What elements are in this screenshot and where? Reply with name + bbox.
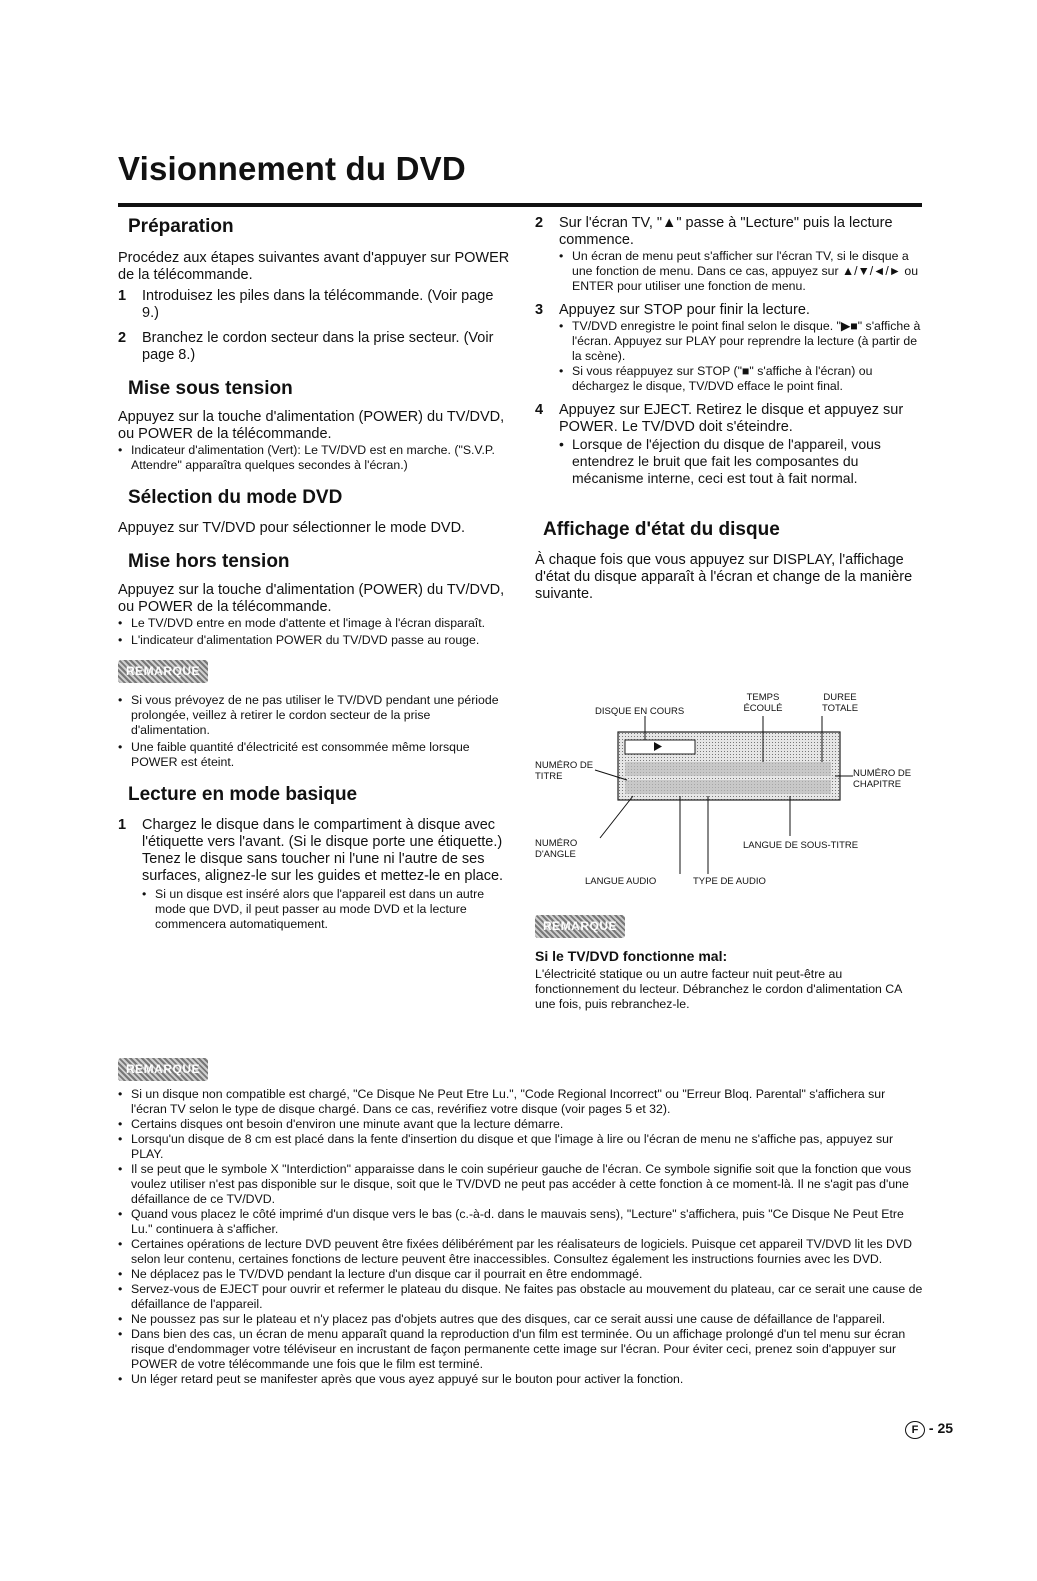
label-elapsed-time: TEMPS ÉCOULÉ <box>743 692 783 714</box>
step-bullet: • Lorsque de l'éjection du disque de l'appareil, vous entendrez le bruit que fait les composantes du mécanisme interne, ceci est tout à fait normal. <box>559 436 881 486</box>
disc-status-diagram <box>535 688 925 898</box>
power-on-bullet: • Indicateur d'alimentation (Vert): Le TV/DVD est en marche. ("S.V.P. Attendre" apparaîtra quelques secondes à l'écran.) <box>118 443 495 472</box>
label-angle-number: NUMÉRO D'ANGLE <box>535 838 578 860</box>
section-title-preparation: Préparation <box>128 216 234 237</box>
page-title: Visionnement du DVD <box>118 150 466 187</box>
malfunction-title: Si le TV/DVD fonctionne mal: <box>535 948 728 964</box>
note-item: • Un léger retard peut se manifester après que vous ayez appuyé sur le bouton pour activer la fonction. <box>118 1372 684 1386</box>
step-bullet: • TV/DVD enregistre le point final selon le disque. "▶■" s'affiche à l'écran. Appuyez sur PLAY pour reprendre la lecture (à partir de la scène). <box>559 319 921 363</box>
section-title-power-on: Mise sous tension <box>128 378 293 399</box>
power-off-text: Appuyez sur la touche d'alimentation (POWER) du TV/DVD, ou POWER de la télécommande. <box>118 582 505 615</box>
note-item: • Ne poussez pas sur le plateau et n'y placez pas d'objets autres que des disques, car ce serait aussi une cause de défaillance de l'appareil. <box>118 1312 886 1326</box>
prep-step: 1 Introduisez les piles dans la télécommande. (Voir page 9.) <box>118 288 494 321</box>
label-subtitle-language: LANGUE DE SOUS-TITRE <box>743 840 859 851</box>
malfunction-text: L'électricité statique ou un autre facteur nuit peut-être au fonctionnement du lecteur. Débranchez le cordon d'alimentation CA une fois, puis rebranchez-le. <box>535 967 902 1011</box>
playback-step: 4 Appuyez sur EJECT. Retirez le disque et appuyez sur POWER. Le TV/DVD doit s'éteindre. • Lorsque de l'éjection du disque de l'appareil, vous entendrez le bruit que fait les composantes du mécanisme interne, ceci est tout à fait normal. <box>535 402 925 487</box>
note-item: • Certaines opérations de lecture DVD peuvent être fixées délibérément par les réalisateurs de logiciels. Puisque cet appareil TV/DVD lit les DVD selon leur contenu, certaines fonctions de lecture peuvent être inaccessibles. Consultez également les instructions fournies avec les DVD. <box>118 1237 913 1266</box>
playback-step: 3 Appuyez sur STOP pour finir la lecture. • TV/DVD enregistre le point final selon le disque. "▶■" s'affiche à l'écran. Appuyez sur PLAY pour reprendre la lecture (à partir de la scène). • Si vous réappuyez sur STOP ("■" s'affiche à l'écran) ou déchargez le disque, TV/DVD efface le point final. <box>535 302 925 394</box>
malfunction-remark <box>535 915 925 1012</box>
prep-step: 2 Branchez le cordon secteur dans la prise secteur. (Voir page 8.) <box>118 330 494 363</box>
note-item: • Si un disque non compatible est chargé, "Ce Disque Ne Peut Etre Lu.", "Code Regional Incorrect" ou "Erreur Bloq. Parental" s'affichera sur l'écran TV selon le type de disque chargé. Dans ce cas, revérifiez votre disque (voir pages 5 et 32). <box>118 1087 886 1116</box>
basic-step-bullet: • Si un disque est inséré alors que l'appareil est dans un autre mode que DVD, il peut passer au mode DVD et la lecture commencera automatiquement. <box>142 887 485 931</box>
disc-status-text: À chaque fois que vous appuyez sur DISPLAY, l'affichage d'état du disque apparaît à l'écran et change de la manière suivante. <box>535 552 913 602</box>
label-audio-language: LANGUE AUDIO <box>585 876 657 887</box>
note-item: • Ne déplacez pas le TV/DVD pendant la lecture d'un disque car il pourrait en être endommagé. <box>118 1267 643 1281</box>
prep-intro: Procédez aux étapes suivantes avant d'appuyer sur POWER de la télécommande. <box>118 250 510 283</box>
label-total-time: DUREE TOTALE <box>821 692 859 714</box>
remark-bullet: • Une faible quantité d'électricité est consommée même lorsque POWER est éteint. <box>118 740 470 769</box>
bottom-notes <box>118 1058 924 1387</box>
section-title-power-off: Mise hors tension <box>128 551 290 572</box>
remark-badge: REMARQUE <box>118 660 208 683</box>
note-item: • Dans bien des cas, un écran de menu apparaît quand la reproduction d'un film est terminée. Ou un affichage prolongé d'un tel menu sur écran risque d'endommager votre téléviseur en incrustant de façon permanente cette image sur l'écran. Pour éviter ceci, prenez soin d'appuyer sur POWER de votre télécommande une fois que le film est terminé. <box>118 1327 906 1371</box>
section-title-basic-playback: Lecture en mode basique <box>128 784 358 805</box>
dvd-mode-text: Appuyez sur TV/DVD pour sélectionner le mode DVD. <box>118 520 466 536</box>
section-title-dvd-mode: Sélection du mode DVD <box>128 487 343 508</box>
power-off-bullet: • L'indicateur d'alimentation POWER du TV/DVD passe au rouge. <box>118 633 480 647</box>
note-item: • Quand vous placez le côté imprimé d'un disque vers le bas (c.-à-d. dans le mauvais sens), "Lecture" s'affichera, puis "Ce Disque Ne Peut Etre Lu." continuera à s'afficher. <box>118 1207 904 1236</box>
label-current-disc: DISQUE EN COURS <box>595 706 685 717</box>
step-bullet: • Si vous réappuyez sur STOP ("■" s'affiche à l'écran) ou déchargez le disque, TV/DVD efface le point final. <box>559 364 873 393</box>
left-column <box>118 218 510 932</box>
section-title-disc-status: Affichage d'état du disque <box>543 519 780 540</box>
notes-list <box>118 1087 924 1387</box>
playback-step: 2 Sur l'écran TV, "▲" passe à "Lecture" puis la lecture commence. • Un écran de menu peut s'afficher sur l'écran TV, si le disque a une fonction de menu. Dans ce cas, appuyez sur ▲/▼/◄/► ou ENTER pour utiliser une fonction de menu. <box>535 215 925 294</box>
remark-bullet: • Si vous prévoyez de ne pas utiliser le TV/DVD pendant une période prolongée, veillez à retirer le cordon secteur de la prise d'alimentation. <box>118 693 499 737</box>
note-item: • Lorsqu'un disque de 8 cm est placé dans la fente d'insertion du disque et que l'image à lire ou l'écran de menu ne s'affiche pas, appuyez sur PLAY. <box>118 1132 894 1161</box>
label-audio-type: TYPE DE AUDIO <box>693 876 766 887</box>
right-column <box>535 215 925 603</box>
label-chapter-number: NUMÉRO DE CHAPITRE <box>853 768 912 790</box>
status-display-screen <box>535 688 925 898</box>
basic-step: 1 Chargez le disque dans le compartiment à disque avec l'étiquette vers l'avant. (Si le disque porte une étiquette.) Tenez le disque sans toucher ni l'une ni l'autre de ses surfaces, alignez-le sur les guides et mettez-le en place. • Si un disque est inséré alors que l'appareil est dans un autre mode que DVD, il peut passer au mode DVD et la lecture commencera automatiquement. <box>118 817 510 932</box>
title-rule <box>118 203 922 207</box>
page-number: F - 25 <box>905 1420 953 1439</box>
power-off-bullet: • Le TV/DVD entre en mode d'attente et l'image à l'écran disparaît. <box>118 616 486 630</box>
note-item: • Servez-vous de EJECT pour ouvrir et refermer le plateau du disque. Ne faites pas obstacle au mouvement du plateau, car ce serait une cause de défaillance de l'appareil. <box>118 1282 923 1311</box>
prep-steps <box>118 288 510 364</box>
note-item: • Certains disques ont besoin d'environ une minute avant que la lecture démarre. <box>118 1117 564 1131</box>
language-badge: F <box>905 1421 925 1439</box>
remark-badge: REMARQUE <box>535 915 625 938</box>
power-on-text: Appuyez sur la touche d'alimentation (POWER) du TV/DVD, ou POWER de la télécommande. <box>118 409 505 442</box>
note-item: • Il se peut que le symbole X "Interdiction" apparaisse dans le coin supérieur gauche de l'écran. Ce symbole signifie soit que la fonction que vous voulez utiliser n'est pas disponible sur le disque, soit que le TV/DVD ne peut pas accéder à cette fonction à ce moment-là. Il ne s'agit pas d'une défaillance de ce TV/DVD. <box>118 1162 912 1206</box>
label-title-number: NUMÉRO DE TITRE <box>535 760 594 782</box>
remark-badge: REMARQUE <box>118 1058 208 1081</box>
step-bullet: • Un écran de menu peut s'afficher sur l'écran TV, si le disque a une fonction de menu. Dans ce cas, appuyez sur ▲/▼/◄/► ou ENTER pour utiliser une fonction de menu. <box>559 249 919 293</box>
